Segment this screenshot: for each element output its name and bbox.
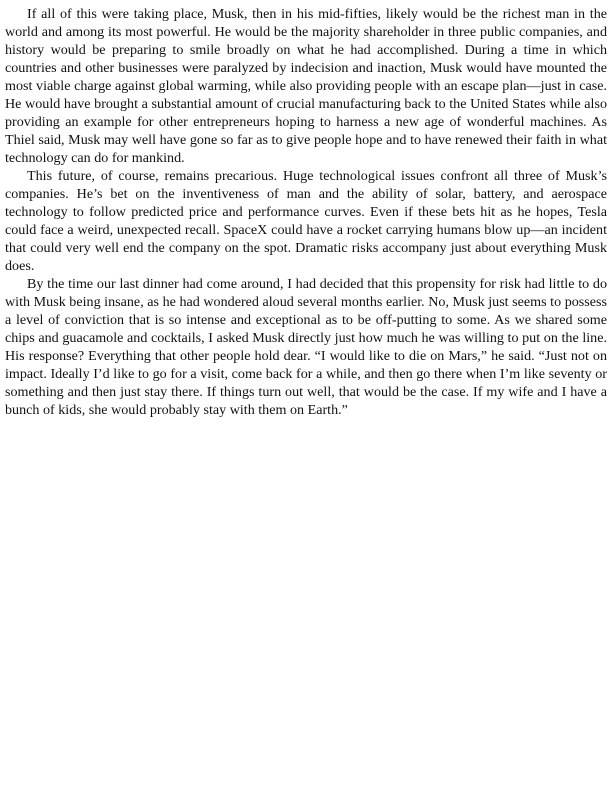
paragraph-1: If all of this were taking place, Musk, then in his mid-fifties, likely would be the richest man in the world and among its most powerful. He would be the majority shareholder in three public companies, and history would be preparing to smile broadly on what he had accomplished. During a time in which countries and other businesses were paralyzed by indecision and inaction, Musk would have mounted the most viable charge against global warming, while also providing people with an escape plan—just in case. He would have brought a substantial amount of crucial manufacturing back to the United States while also providing an example for other entrepreneurs hoping to harness a new age of wonderful machines. As Thiel said, Musk may well have gone so far as to give people hope and to have renewed their faith in what technology can do for mankind.: [5, 6, 607, 166]
paragraph-2: This future, of course, remains precarious. Huge technological issues confront all three of Musk’s companies. He’s bet on the inventiveness of man and the ability of solar, battery, and aerospace technology to follow predicted price and performance curves. Even if these bets hit as he hopes, Tesla could face a weird, unexpected recall. SpaceX could have a rocket carrying humans blow up—an incident that could very well end the company on the spot. Dramatic risks accompany just about everything Musk does.: [5, 168, 607, 274]
paragraph-3: By the time our last dinner had come around, I had decided that this propensity for risk had little to do with Musk being insane, as he had wondered aloud several months earlier. No, Musk just seems to possess a level of conviction that is so intense and exceptional as to be off-putting to some. As we shared some chips and guacamole and cocktails, I asked Musk directly just how much he was willing to put on the line. His response? Everything that other people hold dear. “I would like to die on Mars,” he said. “Just not on impact. Ideally I’d like to go for a visit, come back for a while, and then go there when I’m like seventy or something and then just stay there. If things turn out well, that would be the case. If my wife and I have a bunch of kids, she would probably stay with them on Earth.”: [5, 276, 607, 418]
document-page: [5, 5, 607, 419]
